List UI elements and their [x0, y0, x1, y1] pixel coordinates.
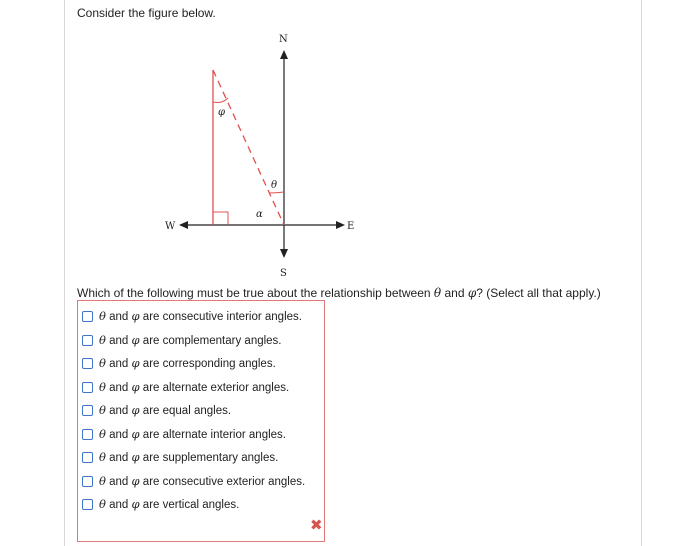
choice-label: [99, 497, 239, 511]
choice-theta: θ: [99, 309, 106, 323]
theta-label: θ: [271, 180, 278, 191]
choice-label: [99, 450, 278, 464]
choice-phi: φ: [131, 380, 140, 394]
question-and: and: [444, 286, 465, 300]
choice-and: and: [109, 311, 129, 323]
phi-label: φ: [218, 107, 226, 118]
choice-label: [99, 380, 289, 394]
choice-consecutive-interior[interactable]: [82, 307, 302, 325]
choice-theta: θ: [99, 403, 106, 417]
choice-supplementary[interactable]: [82, 448, 278, 466]
choice-and: and: [109, 382, 129, 394]
choice-text: are alternate interior angles.: [142, 429, 286, 441]
choice-alternate-interior[interactable]: [82, 425, 286, 443]
choice-theta: θ: [99, 427, 106, 441]
east-arrowhead: [336, 221, 345, 229]
choice-and: and: [109, 499, 129, 511]
choice-and: and: [109, 335, 129, 347]
west-arrowhead: [179, 221, 188, 229]
south-arrowhead: [280, 249, 288, 258]
choice-alternate-exterior[interactable]: [82, 378, 289, 396]
question-text: [77, 286, 601, 300]
choice-phi: φ: [131, 403, 140, 417]
checkbox[interactable]: [82, 382, 93, 393]
alpha-label: α: [256, 209, 263, 220]
choice-phi: φ: [131, 309, 140, 323]
choice-theta: θ: [99, 356, 106, 370]
west-label: W: [165, 221, 176, 232]
answer-choices: [77, 300, 325, 542]
choice-label: [99, 356, 276, 370]
choice-label: [99, 333, 282, 347]
phi-arc: [213, 98, 228, 103]
choice-theta: θ: [99, 497, 106, 511]
choice-equal[interactable]: [82, 401, 231, 419]
choice-phi: φ: [131, 427, 140, 441]
checkbox[interactable]: [82, 452, 93, 463]
question-theta: θ: [433, 286, 442, 300]
choice-and: and: [109, 405, 129, 417]
south-label: S: [280, 268, 287, 279]
choice-text: are consecutive interior angles.: [142, 311, 302, 323]
choice-theta: θ: [99, 333, 106, 347]
checkbox[interactable]: [82, 429, 93, 440]
choice-label: [99, 474, 305, 488]
choice-text: are equal angles.: [142, 405, 232, 417]
choice-theta: θ: [99, 450, 106, 464]
checkbox[interactable]: [82, 335, 93, 346]
choice-text: are consecutive exterior angles.: [142, 476, 306, 488]
choice-and: and: [109, 452, 129, 464]
checkbox[interactable]: [82, 405, 93, 416]
theta-arc: [269, 192, 284, 193]
checkbox[interactable]: [82, 311, 93, 322]
choice-phi: φ: [131, 356, 140, 370]
choice-and: and: [109, 429, 129, 441]
choice-text: are corresponding angles.: [142, 358, 276, 370]
choice-label: [99, 427, 286, 441]
intro-text: Consider the figure below.: [77, 6, 216, 20]
choice-and: and: [109, 358, 129, 370]
choice-consecutive-exterior[interactable]: [82, 472, 305, 490]
choice-complementary[interactable]: [82, 331, 282, 349]
choice-label: [99, 403, 231, 417]
choice-text: are supplementary angles.: [142, 452, 279, 464]
north-label: N: [279, 34, 288, 45]
choice-text: are alternate exterior angles.: [142, 382, 290, 394]
choice-text: are complementary angles.: [142, 335, 282, 347]
checkbox[interactable]: [82, 499, 93, 510]
choice-phi: φ: [131, 450, 140, 464]
question-text-start: Which of the following must be true about the relationship between: [77, 286, 431, 300]
choice-corresponding[interactable]: [82, 354, 276, 372]
choice-phi: φ: [131, 333, 140, 347]
north-arrowhead: [280, 50, 288, 59]
right-angle-marker: [213, 212, 228, 225]
choice-theta: θ: [99, 380, 106, 394]
choice-vertical[interactable]: [82, 495, 239, 513]
question-phi: φ: [467, 286, 477, 300]
checkbox[interactable]: [82, 358, 93, 369]
east-label: E: [347, 221, 355, 232]
choice-phi: φ: [131, 497, 140, 511]
choice-and: and: [109, 476, 129, 488]
red-dashed-line: [213, 70, 284, 225]
choice-theta: θ: [99, 474, 106, 488]
choice-phi: φ: [131, 474, 140, 488]
checkbox[interactable]: [82, 476, 93, 487]
choice-label: [99, 309, 302, 323]
choice-text: are vertical angles.: [142, 499, 240, 511]
question-text-end: ? (Select all that apply.): [476, 286, 601, 300]
incorrect-icon: ✖: [310, 517, 323, 534]
